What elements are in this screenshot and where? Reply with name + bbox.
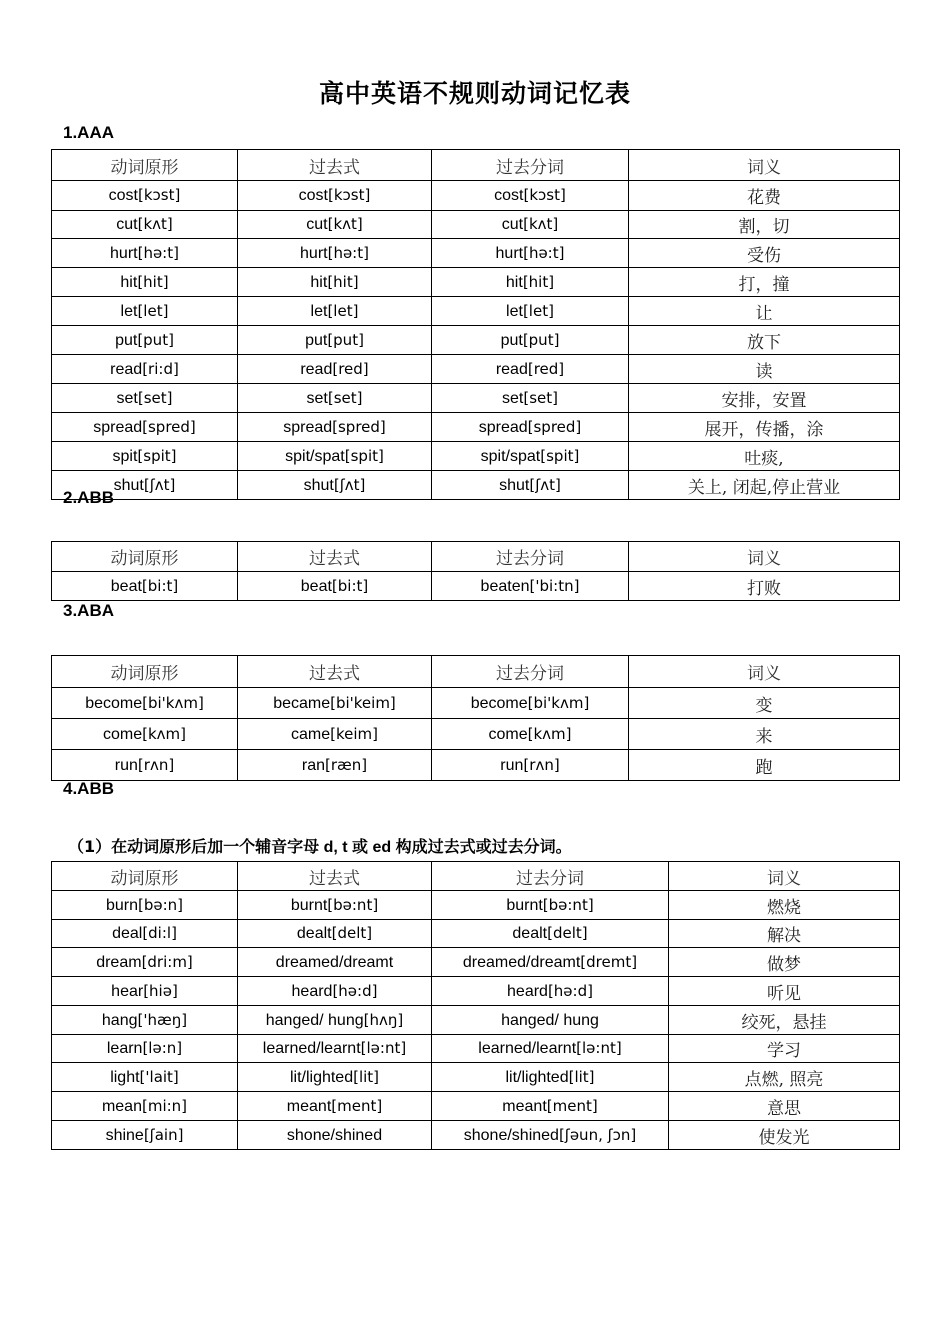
word-form: learned/learnt [262, 1040, 361, 1057]
past-tense-cell [238, 297, 432, 326]
base-form-cell [52, 181, 238, 211]
past-participle-cell [432, 750, 629, 781]
phonetic: [hit] [327, 272, 359, 291]
word-form: beat [300, 577, 332, 595]
base-form-cell [52, 268, 238, 297]
phonetic: [bi:t] [141, 576, 179, 595]
table-row [52, 1121, 900, 1150]
column-header: 过去式 [238, 150, 432, 181]
word-form: spit/spat [285, 447, 345, 465]
phonetic: [di:l] [142, 924, 177, 942]
phonetic: [kʌm] [527, 724, 572, 743]
base-form-cell [52, 920, 238, 948]
phonetic: [let] [327, 301, 359, 320]
meaning-cell: 跑 [629, 750, 900, 781]
phonetic: [spred] [142, 417, 196, 436]
meaning-cell: 花费 [629, 181, 900, 211]
base-form-cell [52, 750, 238, 781]
word-form: dreamed/dreamt [275, 953, 394, 971]
word-form: burnt [290, 896, 328, 914]
word-form: learn [106, 1040, 143, 1057]
past-tense-cell [238, 1006, 432, 1035]
word-form: shut [303, 476, 334, 494]
past-tense-cell [238, 1035, 432, 1063]
meaning-cell: 展开，传播，涂 [629, 413, 900, 442]
phonetic: [ment] [546, 1096, 598, 1115]
column-header: 动词原形 [52, 150, 238, 181]
word-form: become [85, 694, 143, 712]
phonetic: ['hæŋ] [137, 1010, 188, 1029]
word-form: meant [502, 1097, 547, 1115]
meaning-cell: 意思 [669, 1092, 900, 1121]
table-header-row [52, 656, 900, 688]
table-row [52, 326, 900, 355]
column-header: 词义 [629, 150, 900, 181]
past-tense-cell [238, 384, 432, 413]
word-form: hang [101, 1011, 138, 1029]
phonetic: [kʌm] [142, 724, 186, 743]
meaning-cell: 打败 [629, 572, 900, 601]
phonetic: ['bi:tn] [529, 576, 580, 595]
meaning-cell: 割，切 [629, 211, 900, 239]
meaning-cell: 放下 [629, 326, 900, 355]
past-participle-cell [432, 688, 629, 719]
base-form-cell [52, 688, 238, 719]
section-note: （1）在动词原形后加一个辅音字母 d, t 或 ed 构成过去式或过去分词。 [68, 837, 572, 856]
word-form: put [305, 331, 328, 349]
base-form-cell [52, 1063, 238, 1092]
word-form: shine [105, 1126, 144, 1144]
table-row [52, 719, 900, 750]
phonetic: [bi'kʌm] [142, 693, 204, 712]
past-tense-cell [238, 471, 432, 500]
phonetic: [keim] [330, 724, 378, 743]
phonetic: [lə:nt] [576, 1039, 622, 1057]
meaning-cell: 打，撞 [629, 268, 900, 297]
column-header: 过去式 [238, 542, 432, 572]
past-participle-cell [432, 719, 629, 750]
past-participle-cell [432, 211, 629, 239]
past-tense-cell [238, 413, 432, 442]
word-form: spread [478, 418, 528, 436]
word-form: put [115, 331, 138, 349]
word-form: cost [494, 187, 524, 204]
table-aaa [51, 149, 900, 500]
column-header: 过去分词 [432, 656, 629, 688]
phonetic: [ʃəun, ʃɔn] [558, 1125, 637, 1144]
section-label-abb-2: 4.ABB [63, 779, 115, 798]
phonetic: [hə:d] [547, 981, 593, 1000]
word-form: dreamed/dreamt [462, 953, 581, 971]
table-row [52, 355, 900, 384]
word-form: shone/shined [463, 1126, 559, 1144]
meaning-cell: 学习 [669, 1035, 900, 1063]
phonetic: [put] [327, 330, 364, 349]
column-header: 过去分词 [432, 862, 669, 891]
phonetic: [hʌŋ] [363, 1010, 404, 1029]
page-title: 高中英语不规则动词记忆表 [318, 79, 631, 108]
phonetic: [spred] [527, 417, 582, 436]
column-header: 过去分词 [432, 542, 629, 572]
meaning-cell: 点燃, 照亮 [669, 1063, 900, 1092]
meaning-cell: 解决 [669, 920, 900, 948]
word-form: hit [120, 273, 138, 291]
phonetic: [set] [327, 388, 363, 407]
word-form: burn [105, 896, 138, 914]
table-row [52, 297, 900, 326]
table-row [52, 384, 900, 413]
past-tense-cell [238, 326, 432, 355]
phonetic: [ʃʌt] [529, 475, 561, 494]
word-form: hear [111, 982, 144, 1000]
word-form: light [110, 1068, 140, 1086]
word-form: dealt [296, 925, 332, 942]
past-tense-cell [238, 1121, 432, 1150]
past-participle-cell [432, 442, 629, 471]
word-form: cost [108, 187, 138, 204]
past-participle-cell [432, 181, 629, 211]
meaning-cell: 绞死，悬挂 [669, 1006, 900, 1035]
section-label-aba: 3.ABA [63, 601, 115, 620]
table-row [52, 891, 900, 920]
past-participle-cell [432, 977, 669, 1006]
base-form-cell [52, 1121, 238, 1150]
phonetic: [hiə] [143, 981, 178, 1000]
word-form: let [120, 302, 138, 320]
word-form: read [300, 360, 333, 378]
phonetic: [kʌt] [327, 215, 363, 233]
word-form: beat [110, 577, 142, 595]
table-aba [51, 655, 900, 781]
meaning-cell: 听见 [669, 977, 900, 1006]
word-form: mean [101, 1097, 142, 1115]
word-form: hit [310, 273, 328, 291]
base-form-cell [52, 442, 238, 471]
word-form: meant [286, 1097, 332, 1115]
word-form: ran [301, 756, 325, 774]
phonetic: [kɔst] [328, 186, 371, 204]
past-tense-cell [238, 688, 432, 719]
table-row [52, 920, 900, 948]
column-header: 动词原形 [52, 862, 238, 891]
meaning-cell: 让 [629, 297, 900, 326]
phonetic: [bə:nt] [542, 895, 594, 914]
past-participle-cell [432, 1063, 669, 1092]
past-participle-cell [432, 1121, 669, 1150]
word-form: heard [291, 982, 333, 1000]
word-form: deal [112, 925, 143, 942]
past-tense-cell [238, 239, 432, 268]
word-form: heard [507, 982, 548, 1000]
phonetic: [bi:t] [331, 576, 369, 595]
word-form: read [110, 360, 143, 378]
phonetic: [lə:n] [142, 1039, 183, 1057]
base-form-cell [52, 384, 238, 413]
past-tense-cell [238, 355, 432, 384]
word-form: shone/shined [286, 1126, 383, 1144]
phonetic: [spred] [332, 417, 386, 436]
table-row [52, 1035, 900, 1063]
past-participle-cell [432, 297, 629, 326]
word-form: spread [93, 418, 143, 436]
base-form-cell [52, 1092, 238, 1121]
base-form-cell [52, 297, 238, 326]
column-header: 过去式 [238, 656, 432, 688]
past-participle-cell [432, 471, 629, 500]
phonetic: [hə:t] [327, 243, 369, 262]
phonetic: [ʃʌt] [333, 475, 366, 494]
word-form: set [502, 389, 524, 407]
word-form: spread [283, 418, 333, 436]
meaning-cell: 安排，安置 [629, 384, 900, 413]
meaning-cell: 关上, 闭起,停止营业 [629, 471, 900, 500]
table-row [52, 442, 900, 471]
past-participle-cell [432, 239, 629, 268]
base-form-cell [52, 572, 238, 601]
word-form: read [495, 360, 528, 378]
meaning-cell: 读 [629, 355, 900, 384]
phonetic: [let] [137, 301, 169, 320]
phonetic: [kɔst] [523, 186, 566, 204]
column-header: 词义 [629, 542, 900, 572]
phonetic: [put] [137, 330, 174, 349]
phonetic: [dremt] [580, 952, 638, 971]
past-tense-cell [238, 977, 432, 1006]
word-form: cut [306, 216, 328, 233]
word-form: let [506, 302, 523, 320]
table-row [52, 948, 900, 977]
phonetic: [delt] [331, 924, 373, 942]
meaning-cell: 受伤 [629, 239, 900, 268]
past-participle-cell [432, 920, 669, 948]
phonetic: [kʌt] [137, 215, 173, 233]
phonetic: [spit] [344, 446, 384, 465]
meaning-cell: 做梦 [669, 948, 900, 977]
meaning-cell: 吐痰, [629, 442, 900, 471]
word-form: spit [112, 447, 138, 465]
phonetic: [hə:d] [332, 981, 378, 1000]
phonetic: [spit] [540, 446, 580, 465]
past-participle-cell [432, 413, 629, 442]
table-header-row [52, 542, 900, 572]
past-participle-cell [432, 1035, 669, 1063]
word-form: run [114, 756, 138, 774]
past-tense-cell [238, 211, 432, 239]
table-row [52, 268, 900, 297]
table-row [52, 211, 900, 239]
word-form: beaten [480, 577, 530, 595]
base-form-cell [52, 326, 238, 355]
word-form: shut [499, 476, 530, 494]
phonetic: [kɔst] [138, 186, 181, 204]
table-row [52, 471, 900, 500]
phonetic: [dri:m] [141, 952, 193, 971]
column-header: 动词原形 [52, 656, 238, 688]
phonetic: [hə:t] [523, 243, 565, 262]
past-participle-cell [432, 326, 629, 355]
past-tense-cell [238, 891, 432, 920]
word-form: put [500, 331, 523, 349]
table-row [52, 750, 900, 781]
meaning-cell: 燃烧 [669, 891, 900, 920]
meaning-cell: 来 [629, 719, 900, 750]
phonetic: [ræn] [325, 755, 368, 774]
table-row [52, 572, 900, 601]
word-form: hurt [110, 244, 138, 262]
past-tense-cell [238, 750, 432, 781]
phonetic: [red] [332, 359, 369, 378]
past-tense-cell [238, 1063, 432, 1092]
phonetic: [bi'kʌm] [527, 693, 590, 712]
word-form: burnt [506, 896, 543, 914]
section-label-aaa: 1.AAA [63, 123, 115, 142]
column-header: 动词原形 [52, 542, 238, 572]
phonetic: [ri:d] [142, 359, 179, 378]
phonetic: [bi'keim] [330, 693, 396, 712]
past-tense-cell [238, 572, 432, 601]
word-form: lit/lighted [505, 1068, 569, 1086]
base-form-cell [52, 413, 238, 442]
word-form: hurt [300, 244, 328, 262]
past-participle-cell [432, 355, 629, 384]
phonetic: [ment] [331, 1096, 383, 1115]
meaning-cell: 变 [629, 688, 900, 719]
base-form-cell [52, 239, 238, 268]
past-tense-cell [238, 181, 432, 211]
phonetic: [bə:nt] [327, 895, 379, 914]
column-header: 过去分词 [432, 150, 629, 181]
past-tense-cell [238, 719, 432, 750]
past-tense-cell [238, 920, 432, 948]
word-form: hurt [495, 244, 524, 262]
word-form: run [500, 756, 524, 774]
table-row [52, 1063, 900, 1092]
phonetic: [rʌn] [523, 755, 560, 774]
past-participle-cell [432, 384, 629, 413]
phonetic: [lit] [568, 1067, 595, 1086]
past-participle-cell [432, 948, 669, 977]
past-participle-cell [432, 1092, 669, 1121]
past-participle-cell [432, 268, 629, 297]
table-row [52, 1092, 900, 1121]
word-form: spit/spat [480, 447, 541, 465]
phonetic: [hit] [137, 272, 169, 291]
word-form: cut [501, 216, 524, 233]
phonetic: [put] [522, 330, 560, 349]
word-form: lit/lighted [289, 1068, 354, 1086]
word-form: set [116, 389, 138, 407]
word-form: dream [96, 953, 142, 971]
phonetic: ['lait] [139, 1067, 179, 1086]
word-form: learned/learnt [478, 1040, 577, 1057]
table-header-row [52, 150, 900, 181]
past-participle-cell [432, 572, 629, 601]
column-header: 词义 [629, 656, 900, 688]
word-form: shut [113, 476, 144, 494]
table-row [52, 181, 900, 211]
table-row [52, 413, 900, 442]
word-form: come [488, 725, 528, 743]
past-participle-cell [432, 891, 669, 920]
word-form: hanged/ hung [501, 1011, 599, 1029]
word-form: become [470, 694, 528, 712]
phonetic: [rʌn] [137, 755, 175, 774]
phonetic: [ʃʌt] [143, 475, 176, 494]
base-form-cell [52, 977, 238, 1006]
word-form: came [291, 725, 331, 743]
word-form: cost [298, 187, 328, 204]
base-form-cell [52, 211, 238, 239]
phonetic: [ʃain] [143, 1125, 184, 1144]
phonetic: [mi:n] [141, 1096, 188, 1115]
word-form: set [306, 389, 328, 407]
past-tense-cell [238, 268, 432, 297]
table-row [52, 688, 900, 719]
base-form-cell [52, 1006, 238, 1035]
base-form-cell [52, 355, 238, 384]
phonetic: [set] [523, 388, 558, 407]
table-abb-consonant [51, 861, 900, 1150]
phonetic: [red] [527, 359, 565, 378]
column-header: 词义 [669, 862, 900, 891]
phonetic: [hə:t] [137, 243, 179, 262]
column-header: 过去式 [238, 862, 432, 891]
phonetic: [set] [137, 388, 173, 407]
base-form-cell [52, 891, 238, 920]
past-participle-cell [432, 1006, 669, 1035]
table-abb [51, 541, 900, 601]
base-form-cell [52, 1035, 238, 1063]
word-form: became [273, 694, 331, 712]
phonetic: [spit] [137, 446, 177, 465]
phonetic: [lə:nt] [360, 1039, 407, 1057]
base-form-cell [52, 948, 238, 977]
word-form: hanged/ hung [265, 1011, 364, 1029]
meaning-cell: 使发光 [669, 1121, 900, 1150]
table-row [52, 1006, 900, 1035]
word-form: hit [505, 273, 523, 291]
phonetic: [lit] [353, 1067, 380, 1086]
table-row [52, 977, 900, 1006]
base-form-cell [52, 719, 238, 750]
table-row [52, 239, 900, 268]
table-header-row [52, 862, 900, 891]
word-form: dealt [512, 925, 548, 942]
phonetic: [bə:n] [138, 895, 184, 914]
past-tense-cell [238, 442, 432, 471]
word-form: let [310, 302, 328, 320]
word-form: cut [116, 216, 138, 233]
phonetic: [delt] [547, 924, 588, 942]
phonetic: [kʌt] [523, 215, 559, 233]
phonetic: [hit] [522, 272, 555, 291]
phonetic: [let] [522, 301, 554, 320]
past-tense-cell [238, 948, 432, 977]
section-label-abb: 2.ABB [63, 488, 115, 507]
word-form: come [102, 725, 143, 743]
past-tense-cell [238, 1092, 432, 1121]
